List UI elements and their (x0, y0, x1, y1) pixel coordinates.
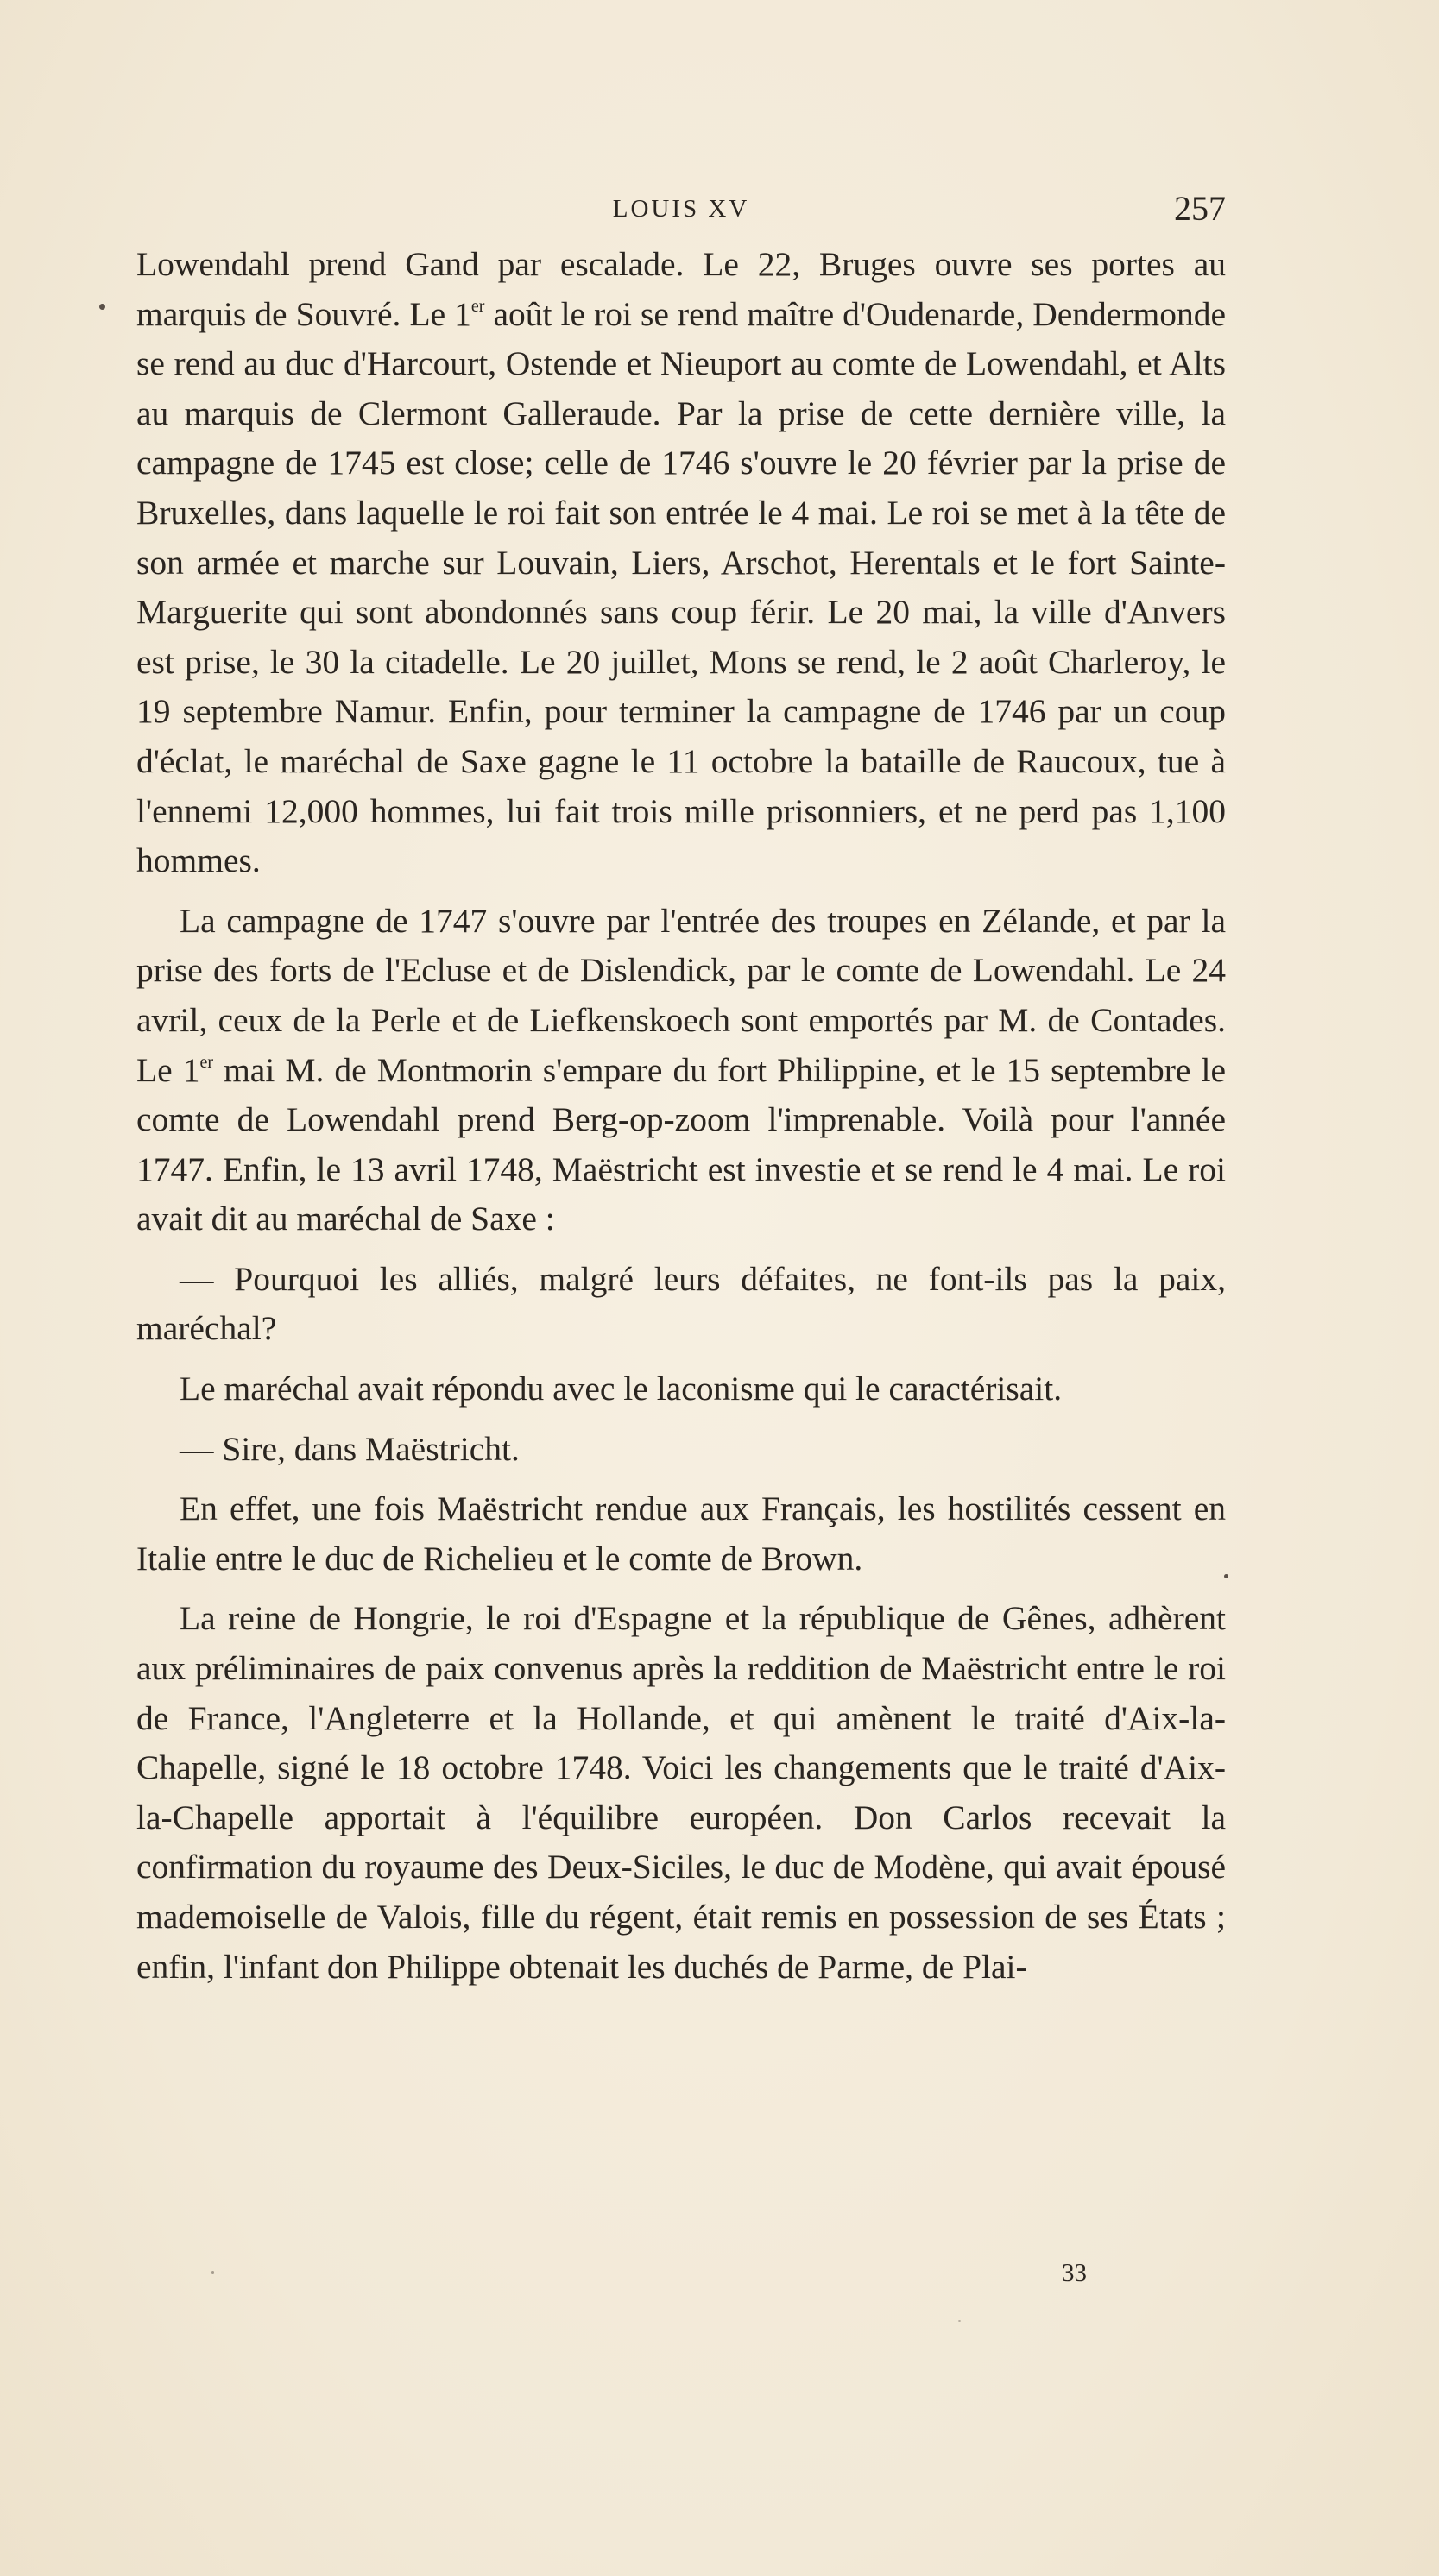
running-title: LOUIS XV (612, 195, 750, 223)
paragraph: En effet, une fois Maëstricht rendue aux Français, les hostilités cessent en Italie entre le duc de Richelieu et le comte de Brown. (136, 1490, 1226, 1578)
ink-speck (958, 2320, 961, 2322)
paragraph: La reine de Hongrie, le roi d'Espagne et la république de Gênes, adhèrent aux préliminaires de paix convenus après la reddition de Maëstricht entre le roi de France, l'Angleterre et la Hollande, et qui amènent le traité d'Aix-la-Chapelle, signé le 18 octobre 1748. Voici les changements que le traité d'Aix-la-Chapelle apportait à l'équilibre européen. Don Carlos recevait la confirmation du royaume des Deux-Siciles, le duc de Modène, qui avait épousé mademoiselle de Valois, fille du régent, était remis en possession de ses États ; enfin, l'infant don Philippe obtenait les duchés de Parme, de Plai- (136, 1599, 1226, 1986)
paragraph: Lowendahl prend Gand par escalade. Le 22, Bruges ouvre ses portes au marquis de Souvré. Le 1er août le roi se rend maître d'Oudenarde, Dendermonde se rend au duc d'Harcourt, Ostende et Nieuport au comte de Lowendahl, et Alts au marquis de Clermont Galleraude. Par la prise de cette dernière ville, la campagne de 1745 est close; celle de 1746 s'ouvre le 20 février par la prise de Bruxelles, dans laquelle le roi fait son entrée le 4 mai. Le roi se met à la tête de son armée et marche sur Louvain, Liers, Arschot, Herentals et le fort Sainte-Marguerite qui sont abondonnés sans coup férir. Le 20 mai, la ville d'Anvers est prise, le 30 la citadelle. Le 20 juillet, Mons se rend, le 2 août Charleroy, le 19 septembre Namur. Enfin, pour terminer la campagne de 1746 par un coup d'éclat, le maréchal de Saxe gagne le 11 octobre la bataille de Raucoux, tue à l'ennemi 12,000 hommes, lui fait trois mille prisonniers, et ne perd pas 1,100 hommes. (136, 245, 1226, 880)
ink-speck (211, 2271, 214, 2274)
body-text (136, 240, 1226, 1992)
running-head (136, 188, 1226, 231)
paragraph: — Sire, dans Maëstricht. (180, 1429, 520, 1468)
paragraph: Le maréchal avait répondu avec le laconisme qui le caractérisait. (180, 1370, 1063, 1408)
ink-speck (1224, 1574, 1228, 1578)
paragraph: La campagne de 1747 s'ouvre par l'entrée des troupes en Zélande, et par la prise des forts de l'Ecluse et de Dislendick, par le comte de Lowendahl. Le 24 avril, ceux de la Perle et de Liefkenskoech sont emportés par M. de Contades. Le 1er mai M. de Montmorin s'empare du fort Philippine, et le 15 septembre le comte de Lowendahl prend Berg-op-zoom l'imprenable. Voilà pour l'année 1747. Enfin, le 13 avril 1748, Maëstricht est investie et se rend le 4 mai. Le roi avait dit au maréchal de Saxe : (136, 901, 1226, 1238)
page-number: 257 (1174, 189, 1226, 228)
ink-speck (99, 304, 105, 310)
paragraph: — Pourquoi les alliés, malgré leurs défaites, ne font-ils pas la paix, maréchal? (136, 1259, 1226, 1348)
signature-mark: 33 (1062, 2259, 1087, 2287)
